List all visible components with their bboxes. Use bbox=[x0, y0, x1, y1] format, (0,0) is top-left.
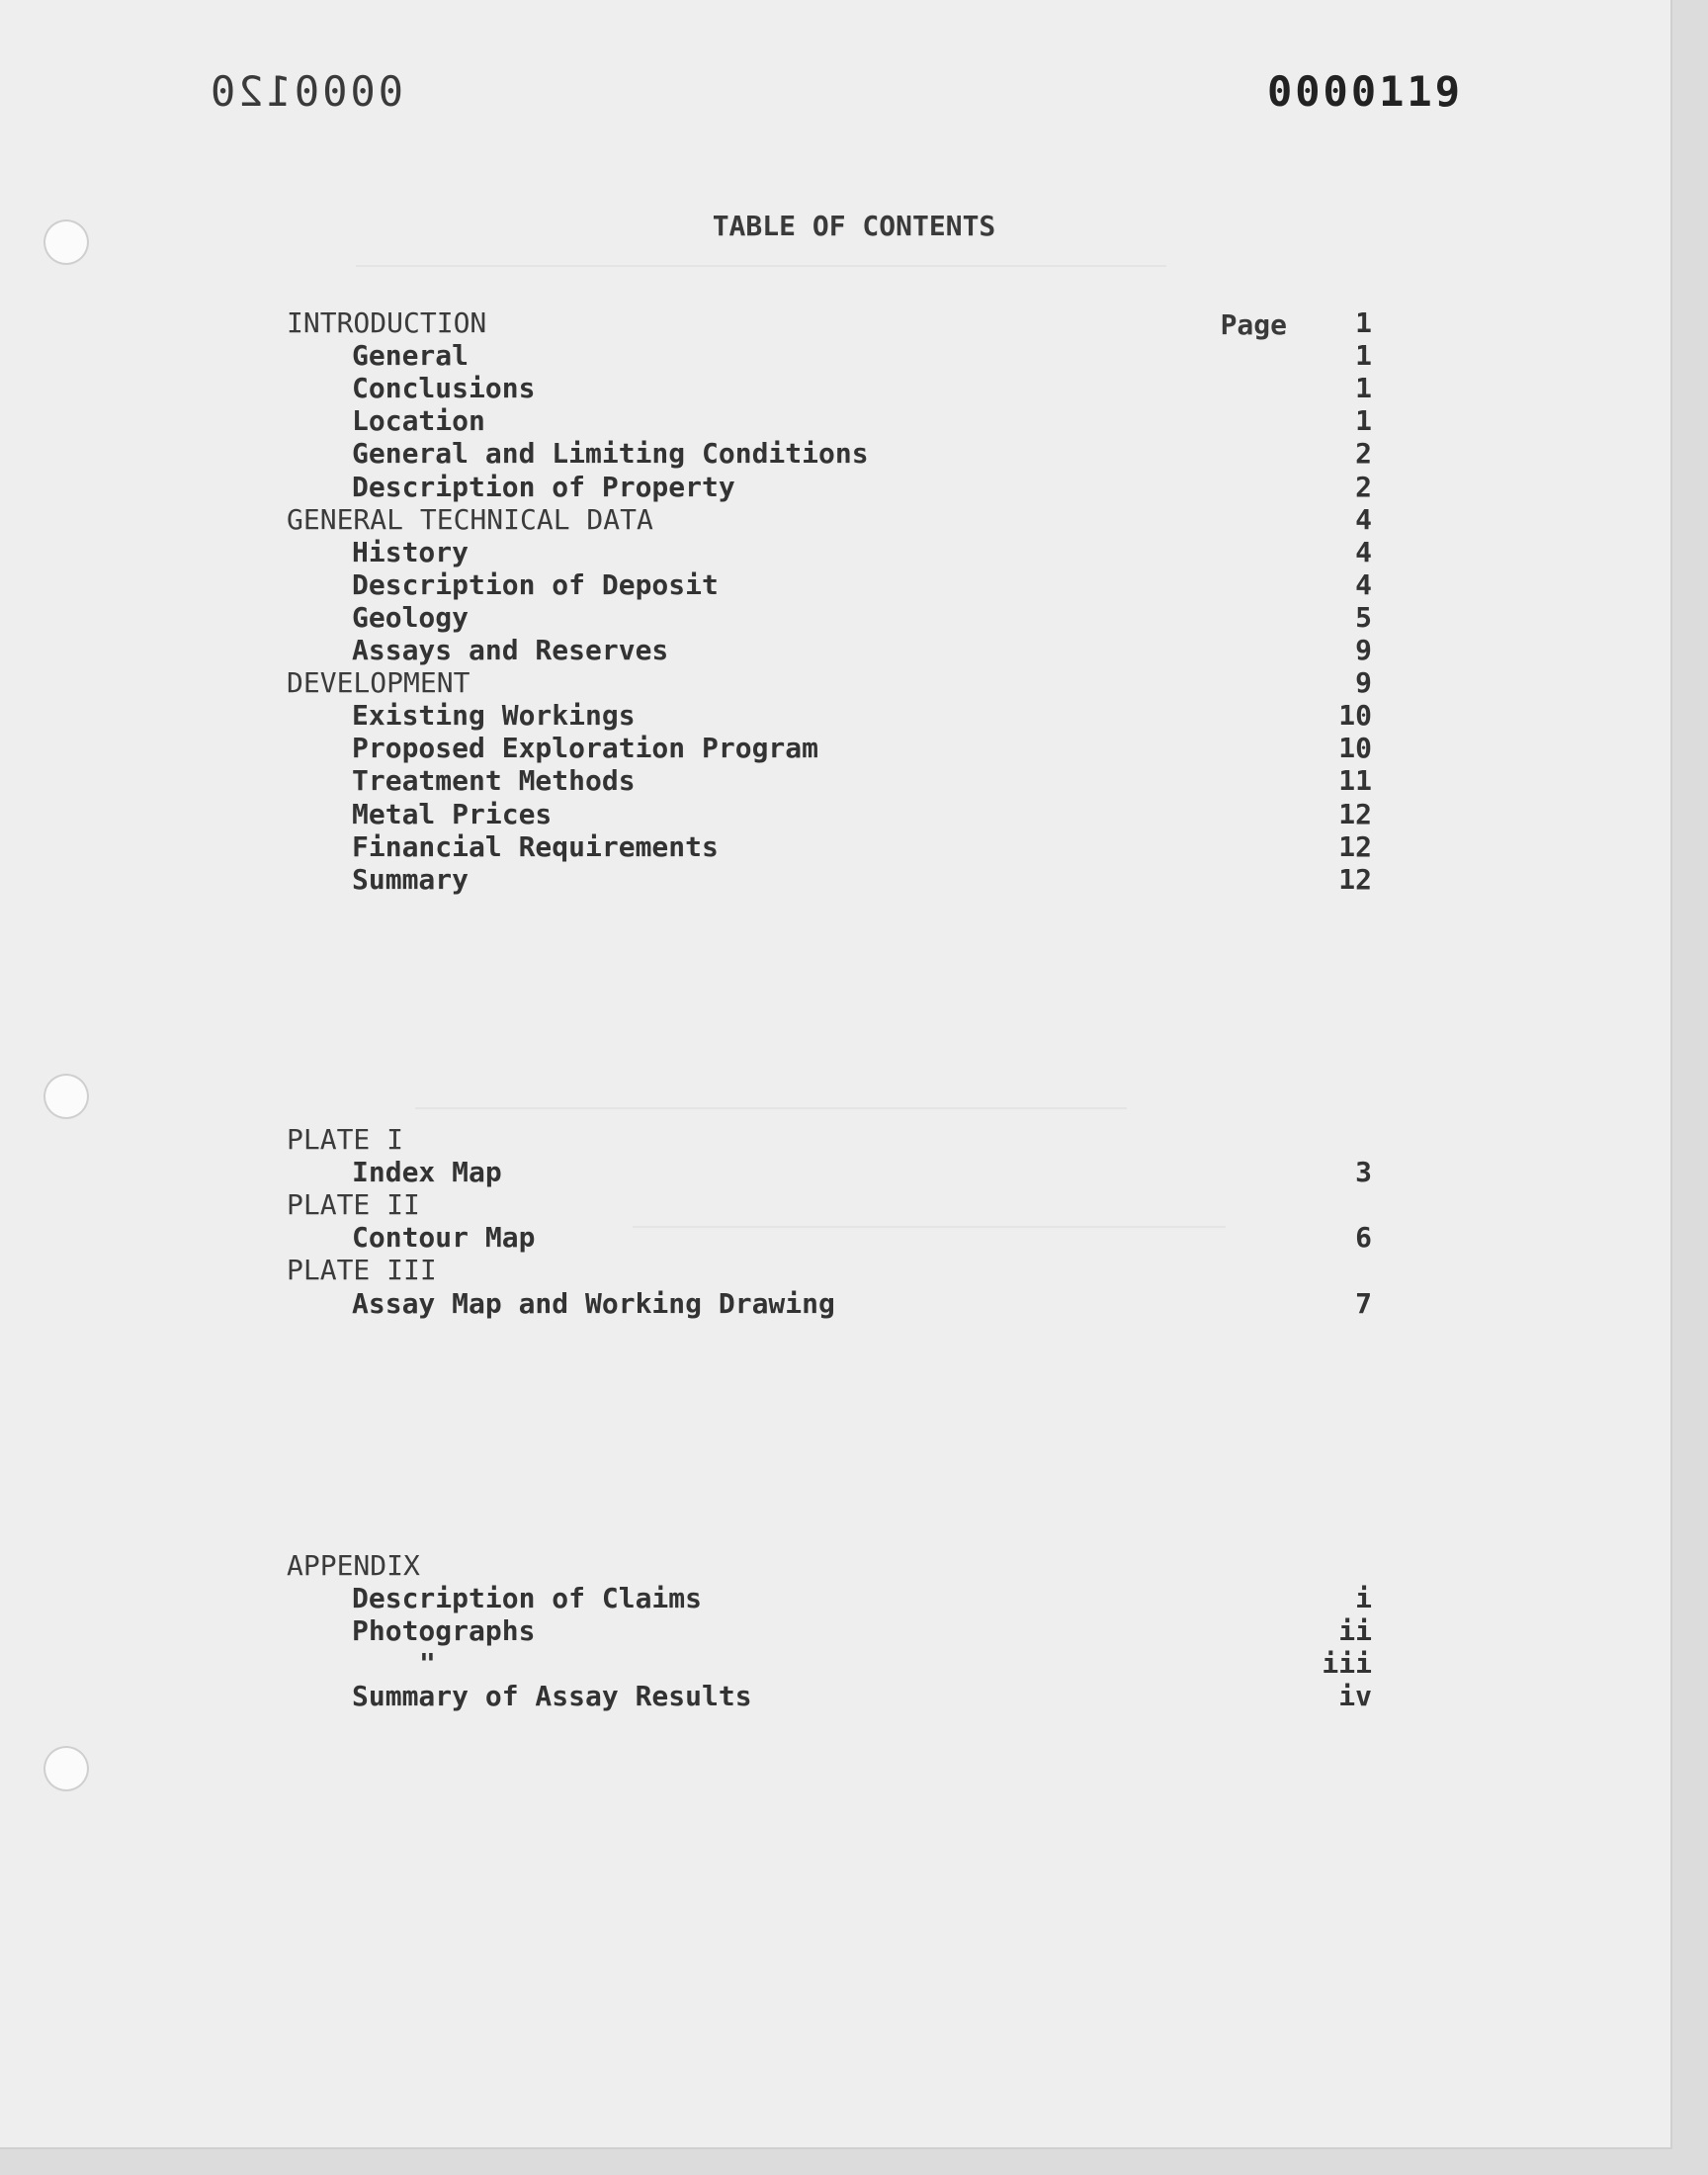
toc-page-number: 7 bbox=[1355, 1286, 1372, 1320]
toc-entry-label: Proposed Exploration Program bbox=[352, 732, 819, 765]
toc-page-number: 10 bbox=[1338, 699, 1372, 733]
toc-section-heading: GENERAL TECHNICAL DATA bbox=[287, 502, 653, 536]
toc-entry bbox=[0, 503, 1708, 536]
toc-entry-label: Location bbox=[352, 404, 485, 438]
toc-page-number: 4 bbox=[1355, 535, 1372, 568]
toc-entry bbox=[0, 1123, 1708, 1156]
toc-entry-label: Assays and Reserves bbox=[352, 634, 669, 666]
toc-page-number: ii bbox=[1338, 1614, 1372, 1648]
toc-entry bbox=[0, 1582, 1708, 1614]
toc-entry bbox=[0, 634, 1708, 666]
toc-entry bbox=[0, 306, 1708, 339]
toc-entry bbox=[0, 830, 1708, 863]
toc-page-number: 4 bbox=[1355, 502, 1372, 536]
toc-page-number: 2 bbox=[1355, 470, 1372, 503]
punch-hole bbox=[43, 1746, 89, 1791]
toc-page-number: 1 bbox=[1355, 339, 1372, 373]
toc-entry bbox=[0, 339, 1708, 372]
toc-section-heading: INTRODUCTION bbox=[287, 306, 487, 339]
toc-entry bbox=[0, 798, 1708, 830]
toc-page-number: 1 bbox=[1355, 306, 1372, 339]
bleed-through-line bbox=[415, 1107, 1127, 1109]
toc-entry-label: History bbox=[352, 535, 470, 568]
toc-page-number: 1 bbox=[1355, 404, 1372, 438]
toc-entry-label: Summary of Assay Results bbox=[352, 1680, 752, 1713]
toc-entry bbox=[0, 471, 1708, 503]
toc-section-heading: PLATE II bbox=[287, 1188, 420, 1222]
toc-page-number: 10 bbox=[1338, 732, 1372, 765]
toc-entry-label: General bbox=[352, 339, 470, 373]
toc-section-heading: APPENDIX bbox=[287, 1549, 420, 1582]
toc-entry bbox=[0, 764, 1708, 797]
toc-page-number: 12 bbox=[1338, 797, 1372, 830]
toc-entry bbox=[0, 568, 1708, 601]
page-column-label: Page bbox=[1220, 308, 1287, 341]
toc-entry-label: Metal Prices bbox=[352, 797, 553, 830]
toc-page-number: 9 bbox=[1355, 634, 1372, 666]
toc-section-heading: PLATE III bbox=[287, 1254, 437, 1287]
toc-entry-label: Existing Workings bbox=[352, 699, 636, 733]
toc-entry bbox=[0, 1549, 1708, 1582]
toc-page-number: 9 bbox=[1355, 666, 1372, 700]
toc-entry bbox=[0, 1221, 1708, 1254]
toc-page-number: 11 bbox=[1338, 764, 1372, 798]
toc-page-number: i bbox=[1355, 1582, 1372, 1615]
toc-entry bbox=[0, 404, 1708, 437]
toc-entry-label: Contour Map bbox=[352, 1221, 536, 1255]
toc-entry bbox=[0, 536, 1708, 568]
toc-section-heading: PLATE I bbox=[287, 1123, 404, 1156]
toc-page-number: iv bbox=[1338, 1680, 1372, 1713]
toc-entry-label: " bbox=[419, 1647, 436, 1681]
toc-page-number: 12 bbox=[1338, 829, 1372, 863]
toc-page-number: 1 bbox=[1355, 372, 1372, 405]
punch-hole bbox=[43, 1074, 89, 1119]
toc-entry-label: Financial Requirements bbox=[352, 829, 719, 863]
toc-entry-label: General and Limiting Conditions bbox=[352, 437, 869, 471]
toc-entry-label: Photographs bbox=[352, 1614, 536, 1648]
toc-entry bbox=[0, 372, 1708, 404]
toc-entry bbox=[0, 863, 1708, 896]
toc-entry bbox=[0, 1188, 1708, 1221]
toc-page-number: 6 bbox=[1355, 1221, 1372, 1255]
toc-entry-label: Treatment Methods bbox=[352, 764, 636, 798]
toc-entry bbox=[0, 437, 1708, 470]
toc-entry bbox=[0, 1680, 1708, 1712]
toc-entry-label: Index Map bbox=[352, 1156, 502, 1189]
toc-entry bbox=[0, 1156, 1708, 1188]
toc-entry bbox=[0, 1287, 1708, 1320]
bleed-through-line bbox=[356, 265, 1166, 267]
toc-entry bbox=[0, 1254, 1708, 1286]
toc-page-number: 2 bbox=[1355, 437, 1372, 471]
toc-entry-label: Geology bbox=[352, 600, 470, 634]
toc-entry-label: Description of Property bbox=[352, 470, 735, 503]
toc-entry bbox=[0, 601, 1708, 634]
toc-entry-label: Description of Claims bbox=[352, 1582, 703, 1615]
toc-entry bbox=[0, 1614, 1708, 1647]
toc-section-heading: DEVELOPMENT bbox=[287, 666, 470, 700]
toc-page-number: 4 bbox=[1355, 567, 1372, 601]
toc-entry-label: Assay Map and Working Drawing bbox=[352, 1286, 835, 1320]
toc-entry bbox=[0, 699, 1708, 732]
toc-entry-label: Summary bbox=[352, 862, 470, 896]
toc-page-number: 5 bbox=[1355, 600, 1372, 634]
toc-entry bbox=[0, 1647, 1708, 1680]
toc-entry-label: Conclusions bbox=[352, 372, 536, 405]
toc-entry bbox=[0, 666, 1708, 699]
toc-page-number: 12 bbox=[1338, 862, 1372, 896]
page-title: TABLE OF CONTENTS bbox=[712, 210, 996, 242]
document-number-left: 0000120 bbox=[208, 67, 404, 116]
toc-entry bbox=[0, 732, 1708, 764]
toc-page-number: 3 bbox=[1355, 1156, 1372, 1189]
document-number-right: 0000119 bbox=[1266, 67, 1463, 116]
toc-page-number: iii bbox=[1322, 1647, 1372, 1681]
toc-entry-label: Description of Deposit bbox=[352, 567, 719, 601]
